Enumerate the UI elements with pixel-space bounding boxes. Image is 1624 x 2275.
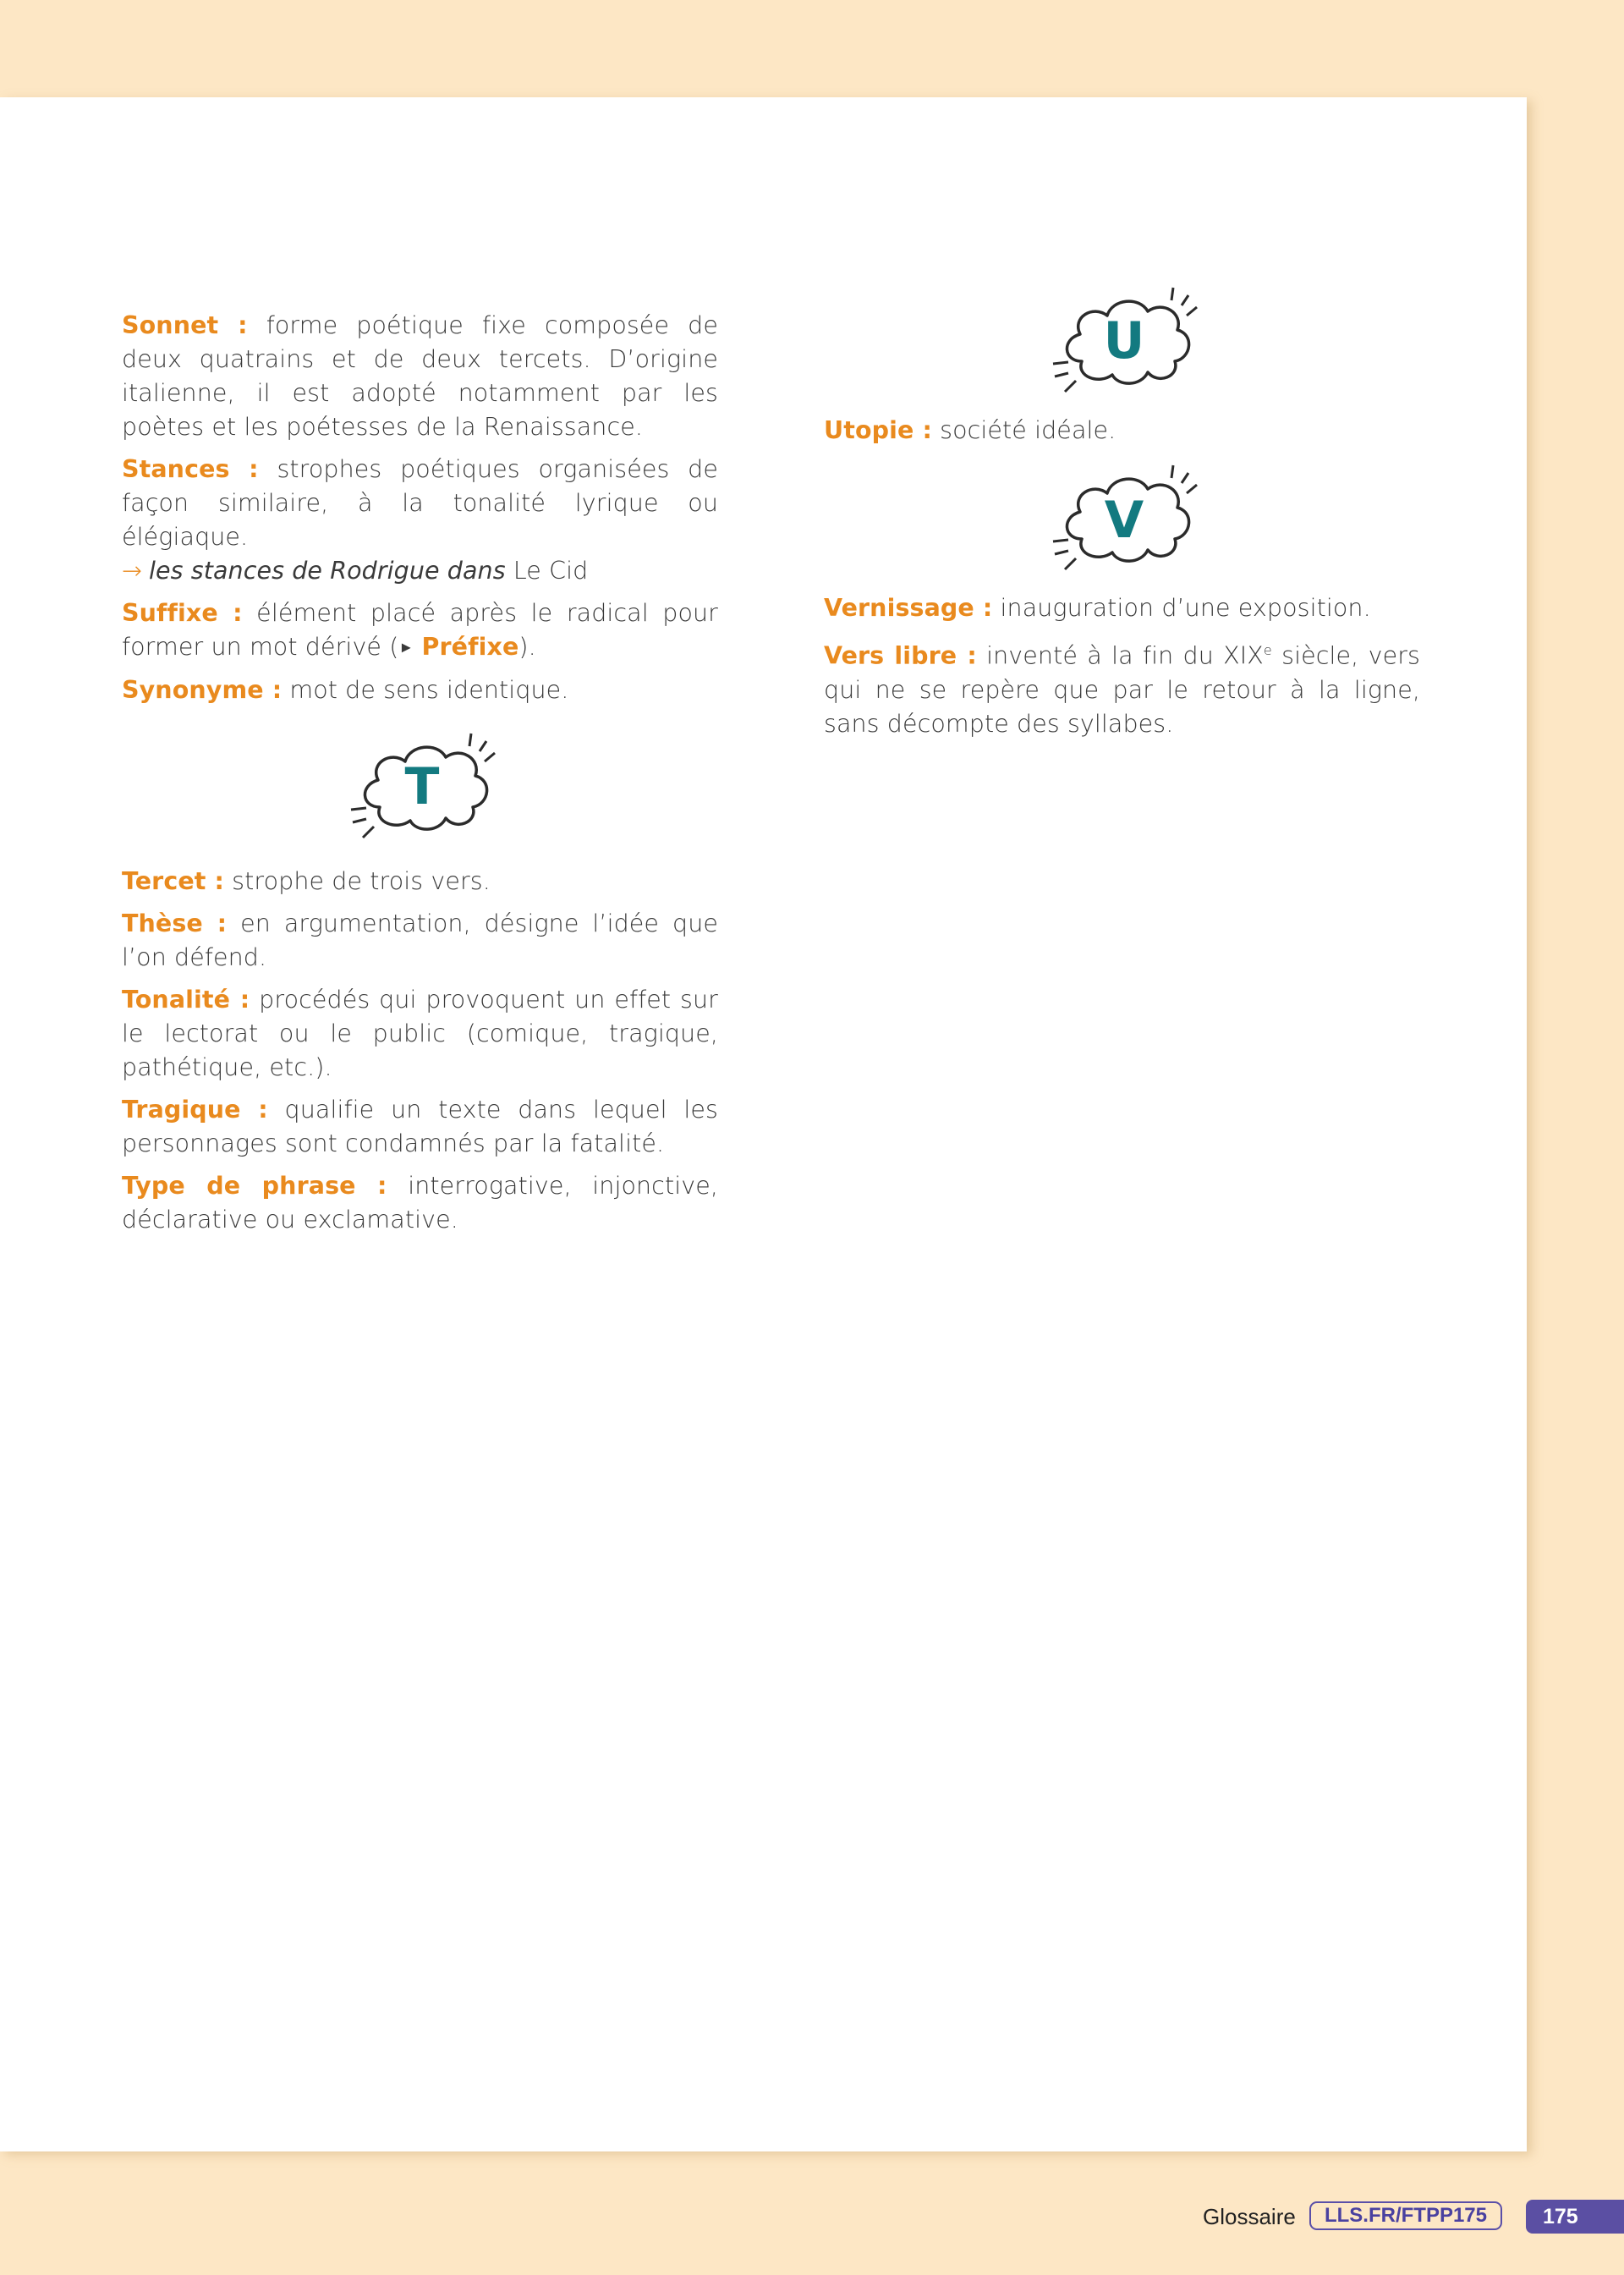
definition-synonyme: mot de sens identique.: [282, 676, 569, 704]
definition-tonalite: procédés qui provoquent un effet sur le lectorat ou le public (comique, tragique, pathétique, etc.).: [122, 986, 718, 1081]
page: [0, 97, 1527, 2151]
term-suffixe: Suffixe :: [122, 599, 243, 627]
entry-tragique: [122, 1093, 718, 1161]
entry-these: [122, 907, 718, 975]
definition-these: en argumentation, désigne l’idée que l’on défend.: [122, 909, 718, 971]
entry-utopie: [824, 414, 1420, 448]
definition-type-de-phrase: interrogative, injonctive, déclarative ou exclamative.: [122, 1172, 719, 1234]
term-synonyme: Synonyme :: [122, 676, 283, 704]
cross-reference-prefixe[interactable]: Préfixe: [421, 633, 519, 661]
term-utopie: Utopie :: [824, 416, 932, 444]
letter-t-cloud-icon: [327, 729, 513, 848]
letter-t: T: [404, 757, 439, 816]
cross-reference-icon: ►: [398, 639, 414, 657]
definition-tragique: qualifie un texte dans lequel les personnages sont condamnés par la fatalité.: [122, 1096, 718, 1157]
entry-suffixe: [122, 596, 718, 665]
page-footer: [0, 2200, 1624, 2234]
letter-u-cloud-icon: [1029, 283, 1215, 402]
definition-stances: strophes poétiques organisées de façon similaire, à la tonalité lyrique ou élégiaque.: [122, 455, 718, 551]
glossary-right-column: [824, 283, 1420, 750]
term-tercet: Tercet :: [122, 867, 225, 895]
definition-tercet: strophe de trois vers.: [224, 867, 491, 895]
superscript-e: e: [1263, 642, 1272, 658]
entry-vernissage: [824, 591, 1420, 625]
term-type-de-phrase: Type de phrase :: [122, 1172, 387, 1200]
page-number-badge: 175: [1526, 2200, 1624, 2234]
example-arrow-icon: →: [122, 557, 142, 585]
entry-stances: [122, 453, 718, 588]
entry-tercet: [122, 865, 718, 898]
letter-v-cloud-icon: [1029, 461, 1215, 580]
definition-vernissage: inauguration d’une exposition.: [992, 594, 1371, 622]
term-tonalite: Tonalité :: [122, 986, 250, 1014]
term-vers-libre: Vers libre :: [824, 641, 977, 670]
entry-type-de-phrase: [122, 1169, 718, 1237]
definition-suffixe-end: ).: [518, 633, 536, 661]
term-sonnet: Sonnet :: [122, 311, 248, 339]
entry-tonalite: [122, 983, 718, 1085]
term-stances: Stances :: [122, 455, 259, 483]
glossary-left-column: [122, 309, 718, 1245]
definition-vers-libre-end: siècle, vers qui ne se repère que par le retour à la ligne, sans décompte des syllabes.: [824, 641, 1420, 738]
entry-sonnet: [122, 309, 718, 444]
definition-utopie: société idéale.: [931, 416, 1116, 444]
example-stances: les stances de Rodrigue dans: [148, 557, 506, 585]
letter-u: U: [1103, 311, 1144, 371]
letter-v: V: [1104, 491, 1144, 550]
definition-suffixe: élément placé après le radical pour former un mot dérivé (: [122, 599, 718, 661]
term-these: Thèse :: [122, 909, 228, 937]
footer-link-button[interactable]: LLS.FR/FTPP175: [1309, 2201, 1502, 2230]
example-title: Le Cid: [505, 557, 589, 585]
definition-sonnet: forme poétique fixe composée de deux quatrains et de deux tercets. D’origine italienne, il est adopté notamment par les poètes et les poétesses de la Renaissance.: [122, 311, 718, 441]
entry-synonyme: [122, 673, 718, 707]
term-vernissage: Vernissage :: [824, 594, 993, 622]
footer-section-label: Glossaire: [1203, 2204, 1296, 2229]
term-tragique: Tragique :: [122, 1096, 268, 1124]
entry-vers-libre: [824, 634, 1420, 741]
definition-vers-libre: inventé à la fin du XIX: [976, 641, 1264, 670]
